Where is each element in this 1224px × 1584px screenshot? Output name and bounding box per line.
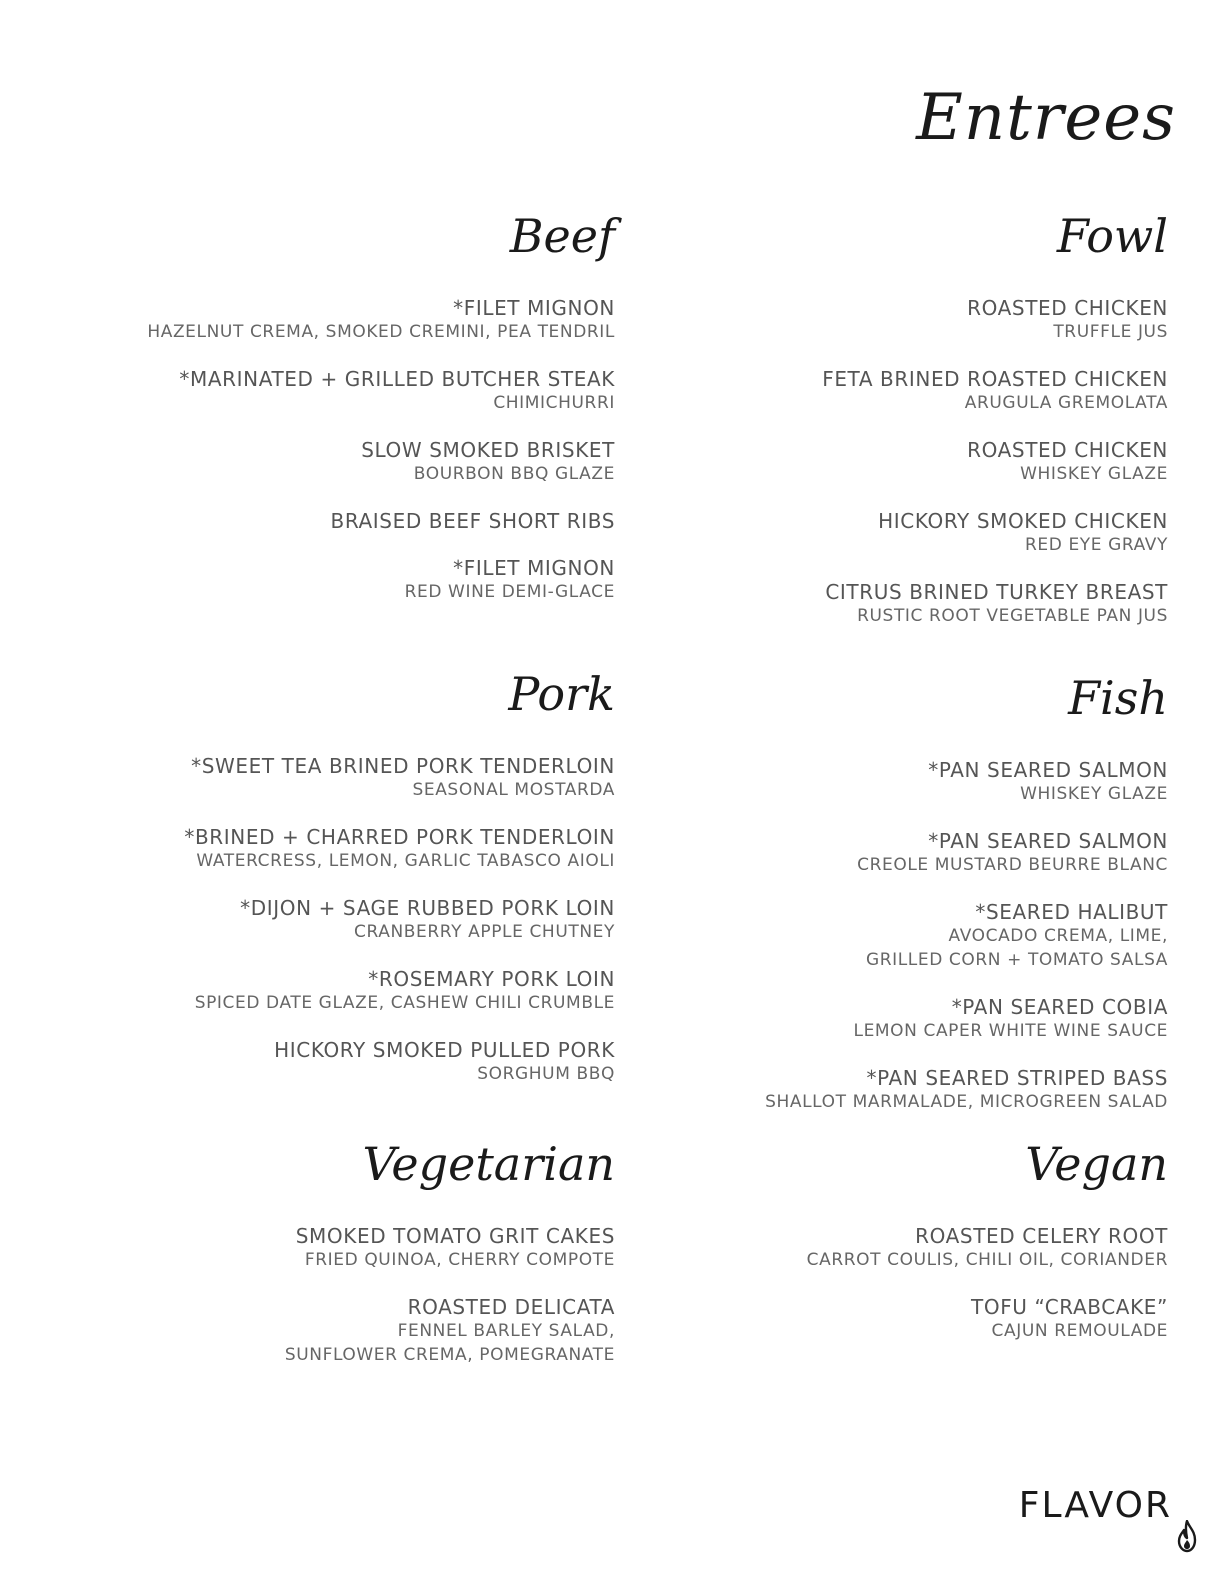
menu-item	[765, 758, 1168, 806]
menu-item	[147, 556, 615, 604]
menu-item	[822, 438, 1168, 486]
section-vegan	[807, 1134, 1168, 1366]
item-description: CAJUN REMOULADE	[991, 1321, 1168, 1341]
item-description: WHISKEY GLAZE	[1020, 784, 1168, 804]
item-name: *MARINATED + GRILLED BUTCHER STEAK	[179, 367, 615, 391]
item-description: FRIED QUINOA, CHERRY COMPOTE	[304, 1250, 615, 1270]
item-name: *SEARED HALIBUT	[975, 900, 1168, 924]
item-description: ARUGULA GREMOLATA	[964, 393, 1168, 413]
menu-item	[285, 1295, 615, 1367]
menu-item	[147, 367, 615, 415]
brand-logo	[1019, 1486, 1172, 1526]
item-description: AVOCADO CREMA, LIME,	[948, 926, 1168, 946]
menu-item	[184, 1038, 615, 1086]
section-pork	[184, 664, 615, 1109]
logo-text: FLAVOR	[1018, 1485, 1172, 1526]
item-name: CITRUS BRINED TURKEY BREAST	[825, 580, 1168, 604]
page-title: Entrees	[916, 81, 1176, 155]
item-name: *SWEET TEA BRINED PORK TENDERLOIN	[191, 754, 615, 778]
item-description: RUSTIC ROOT VEGETABLE PAN JUS	[857, 606, 1168, 626]
item-name: FETA BRINED ROASTED CHICKEN	[822, 367, 1168, 391]
item-name: *FILET MIGNON	[453, 556, 615, 580]
item-description: CREOLE MUSTARD BEURRE BLANC	[857, 855, 1168, 875]
item-description: WHISKEY GLAZE	[1020, 464, 1168, 484]
item-name: *PAN SEARED SALMON	[928, 829, 1168, 853]
item-description: SPICED DATE GLAZE, CASHEW CHILI CRUMBLE	[194, 993, 615, 1013]
menu-item	[822, 509, 1168, 557]
item-description: CRANBERRY APPLE CHUTNEY	[354, 922, 615, 942]
menu-item	[765, 829, 1168, 877]
section-title-fowl: Fowl	[1056, 209, 1168, 263]
section-fowl	[822, 206, 1168, 651]
menu-item	[822, 367, 1168, 415]
section-title-pork: Pork	[508, 667, 615, 721]
item-name: *PAN SEARED STRIPED BASS	[866, 1066, 1168, 1090]
item-description: BOURBON BBQ GLAZE	[413, 464, 615, 484]
menu-item	[184, 754, 615, 802]
menu-item	[147, 438, 615, 486]
item-description: CHIMICHURRI	[493, 393, 615, 413]
item-description-line-2: SUNFLOWER CREMA, POMEGRANATE	[284, 1345, 615, 1365]
section-title-fish: Fish	[1068, 671, 1168, 725]
section-title-beef: Beef	[509, 209, 615, 263]
item-description: FENNEL BARLEY SALAD,	[397, 1321, 615, 1341]
item-name: ROASTED DELICATA	[407, 1295, 615, 1319]
item-description: CARROT COULIS, CHILI OIL, CORIANDER	[806, 1250, 1168, 1270]
section-fish	[765, 668, 1168, 1137]
menu-item	[822, 296, 1168, 344]
menu-item	[807, 1295, 1168, 1343]
item-description: SORGHUM BBQ	[477, 1064, 615, 1084]
item-name: *DIJON + SAGE RUBBED PORK LOIN	[240, 896, 615, 920]
menu-item	[765, 900, 1168, 972]
item-description: SHALLOT MARMALADE, MICROGREEN SALAD	[765, 1092, 1168, 1112]
menu-item	[147, 509, 615, 533]
menu-item	[147, 296, 615, 344]
section-beef	[147, 206, 615, 627]
item-name: ROASTED CHICKEN	[967, 438, 1168, 462]
menu-item	[184, 967, 615, 1015]
item-name: SMOKED TOMATO GRIT CAKES	[295, 1224, 615, 1248]
item-name: *FILET MIGNON	[453, 296, 615, 320]
section-vegetarian	[285, 1134, 615, 1390]
item-description-line-2: GRILLED CORN + TOMATO SALSA	[865, 950, 1168, 970]
item-description: LEMON CAPER WHITE WINE SAUCE	[853, 1021, 1168, 1041]
item-name: ROASTED CELERY ROOT	[915, 1224, 1168, 1248]
item-name: *BRINED + CHARRED PORK TENDERLOIN	[184, 825, 615, 849]
section-title-vegetarian: Vegetarian	[362, 1137, 615, 1191]
item-name: ROASTED CHICKEN	[967, 296, 1168, 320]
menu-item	[807, 1224, 1168, 1272]
item-description: RED WINE DEMI-GLACE	[404, 582, 615, 602]
item-description: RED EYE GRAVY	[1025, 535, 1168, 555]
item-name: HICKORY SMOKED PULLED PORK	[274, 1038, 615, 1062]
item-name: *PAN SEARED SALMON	[928, 758, 1168, 782]
menu-item	[184, 896, 615, 944]
item-name: TOFU “CRABCAKE”	[971, 1295, 1168, 1319]
item-description: SEASONAL MOSTARDA	[412, 780, 615, 800]
item-name: *PAN SEARED COBIA	[951, 995, 1168, 1019]
item-name: *ROSEMARY PORK LOIN	[368, 967, 615, 991]
item-description: HAZELNUT CREMA, SMOKED CREMINI, PEA TENDRIL	[147, 322, 615, 342]
item-name: BRAISED BEEF SHORT RIBS	[330, 509, 615, 533]
item-name: SLOW SMOKED BRISKET	[361, 438, 615, 462]
section-title-vegan: Vegan	[1025, 1137, 1168, 1191]
menu-item	[765, 1066, 1168, 1114]
menu-item	[822, 580, 1168, 628]
menu-item	[184, 825, 615, 873]
item-description: TRUFFLE JUS	[1053, 322, 1168, 342]
flame-icon	[1176, 1520, 1198, 1554]
menu-item	[285, 1224, 615, 1272]
item-name: HICKORY SMOKED CHICKEN	[878, 509, 1168, 533]
item-description: WATERCRESS, LEMON, GARLIC TABASCO AIOLI	[196, 851, 615, 871]
menu-item	[765, 995, 1168, 1043]
